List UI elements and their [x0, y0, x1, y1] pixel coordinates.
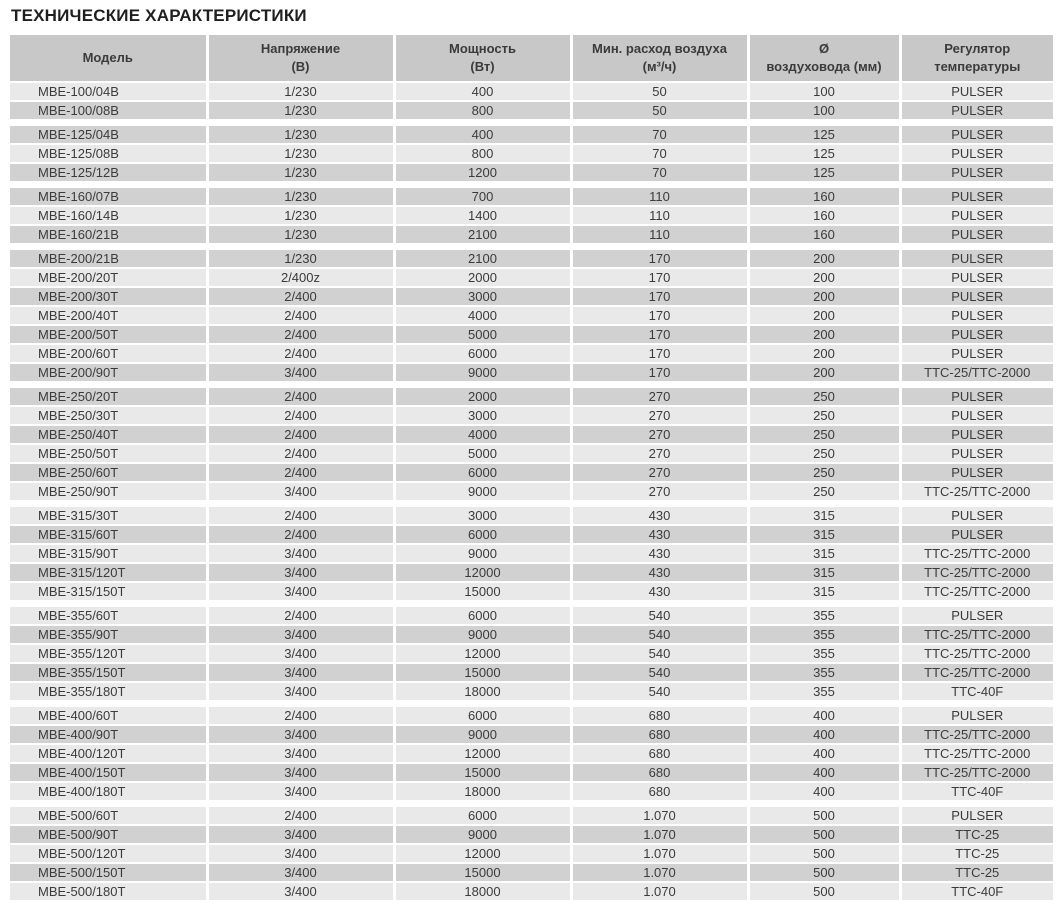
cell-model: MBE-125/08B	[10, 144, 207, 163]
cell-model: MBE-500/150T	[10, 863, 207, 882]
cell-diameter: 400	[748, 782, 900, 801]
cell-regulator: PULSER	[900, 325, 1053, 344]
table-row	[10, 82, 1053, 101]
cell-power: 5000	[394, 444, 571, 463]
cell-voltage: 2/400	[207, 606, 394, 625]
cell-model: MBE-160/07B	[10, 187, 207, 206]
specs-table	[10, 35, 1053, 902]
cell-diameter: 500	[748, 825, 900, 844]
cell-power: 12000	[394, 744, 571, 763]
cell-power: 9000	[394, 725, 571, 744]
cell-voltage: 3/400	[207, 744, 394, 763]
table-row	[10, 144, 1053, 163]
cell-model: MBE-355/60T	[10, 606, 207, 625]
table-row	[10, 625, 1053, 644]
table-row	[10, 387, 1053, 406]
cell-regulator: TTC-25/TTC-2000	[900, 582, 1053, 601]
cell-voltage: 1/230	[207, 144, 394, 163]
cell-power: 6000	[394, 706, 571, 725]
cell-power: 400	[394, 125, 571, 144]
cell-diameter: 200	[748, 344, 900, 363]
table-row	[10, 225, 1053, 244]
cell-model: MBE-400/90T	[10, 725, 207, 744]
cell-diameter: 400	[748, 706, 900, 725]
cell-diameter: 250	[748, 444, 900, 463]
cell-model: MBE-200/50T	[10, 325, 207, 344]
cell-voltage: 2/400	[207, 444, 394, 463]
cell-power: 18000	[394, 782, 571, 801]
table-row	[10, 606, 1053, 625]
cell-airflow: 430	[571, 582, 748, 601]
cell-power: 6000	[394, 606, 571, 625]
cell-voltage: 1/230	[207, 163, 394, 182]
cell-airflow: 170	[571, 268, 748, 287]
cell-power: 15000	[394, 763, 571, 782]
cell-voltage: 3/400	[207, 544, 394, 563]
cell-airflow: 540	[571, 606, 748, 625]
cell-airflow: 270	[571, 444, 748, 463]
cell-regulator: TTC-40F	[900, 782, 1053, 801]
cell-power: 9000	[394, 625, 571, 644]
cell-regulator: PULSER	[900, 306, 1053, 325]
table-row	[10, 506, 1053, 525]
col-header-model: Модель	[10, 35, 207, 82]
cell-power: 9000	[394, 482, 571, 501]
cell-model: MBE-100/04B	[10, 82, 207, 101]
cell-model: MBE-200/30T	[10, 287, 207, 306]
cell-model: MBE-200/40T	[10, 306, 207, 325]
cell-airflow: 1.070	[571, 863, 748, 882]
cell-regulator: PULSER	[900, 287, 1053, 306]
table-row	[10, 187, 1053, 206]
cell-regulator: TTC-25/TTC-2000	[900, 625, 1053, 644]
cell-model: MBE-315/30T	[10, 506, 207, 525]
cell-power: 3000	[394, 287, 571, 306]
cell-diameter: 250	[748, 425, 900, 444]
cell-voltage: 3/400	[207, 482, 394, 501]
cell-voltage: 3/400	[207, 625, 394, 644]
cell-power: 1200	[394, 163, 571, 182]
cell-airflow: 170	[571, 325, 748, 344]
cell-airflow: 70	[571, 125, 748, 144]
cell-airflow: 110	[571, 225, 748, 244]
cell-model: MBE-355/90T	[10, 625, 207, 644]
cell-airflow: 270	[571, 482, 748, 501]
table-row	[10, 663, 1053, 682]
cell-model: MBE-160/14B	[10, 206, 207, 225]
cell-regulator: PULSER	[900, 344, 1053, 363]
cell-airflow: 680	[571, 706, 748, 725]
cell-diameter: 315	[748, 525, 900, 544]
cell-power: 5000	[394, 325, 571, 344]
cell-model: MBE-500/60T	[10, 806, 207, 825]
cell-voltage: 3/400	[207, 882, 394, 901]
table-row	[10, 582, 1053, 601]
cell-model: MBE-125/12B	[10, 163, 207, 182]
cell-diameter: 200	[748, 363, 900, 382]
cell-regulator: PULSER	[900, 82, 1053, 101]
cell-regulator: TTC-25/TTC-2000	[900, 363, 1053, 382]
cell-regulator: PULSER	[900, 806, 1053, 825]
cell-diameter: 250	[748, 387, 900, 406]
col-header-temp-regulator: Регулятор температуры	[900, 35, 1053, 82]
cell-airflow: 680	[571, 725, 748, 744]
cell-diameter: 160	[748, 225, 900, 244]
cell-power: 4000	[394, 425, 571, 444]
cell-voltage: 3/400	[207, 682, 394, 701]
table-row	[10, 482, 1053, 501]
table-row	[10, 101, 1053, 120]
cell-power: 6000	[394, 344, 571, 363]
cell-regulator: TTC-25/TTC-2000	[900, 763, 1053, 782]
cell-diameter: 355	[748, 682, 900, 701]
cell-voltage: 2/400z	[207, 268, 394, 287]
cell-voltage: 1/230	[207, 125, 394, 144]
cell-diameter: 315	[748, 544, 900, 563]
cell-regulator: TTC-40F	[900, 882, 1053, 901]
table-row	[10, 844, 1053, 863]
cell-diameter: 355	[748, 606, 900, 625]
cell-airflow: 270	[571, 463, 748, 482]
table-row	[10, 825, 1053, 844]
cell-airflow: 1.070	[571, 825, 748, 844]
cell-diameter: 250	[748, 463, 900, 482]
cell-diameter: 200	[748, 268, 900, 287]
cell-power: 6000	[394, 463, 571, 482]
cell-model: MBE-250/20T	[10, 387, 207, 406]
cell-voltage: 3/400	[207, 582, 394, 601]
cell-voltage: 2/400	[207, 806, 394, 825]
cell-power: 4000	[394, 306, 571, 325]
cell-power: 12000	[394, 563, 571, 582]
cell-diameter: 355	[748, 644, 900, 663]
table-row	[10, 363, 1053, 382]
cell-voltage: 3/400	[207, 725, 394, 744]
cell-voltage: 3/400	[207, 363, 394, 382]
cell-voltage: 1/230	[207, 206, 394, 225]
cell-power: 700	[394, 187, 571, 206]
table-row	[10, 125, 1053, 144]
cell-airflow: 1.070	[571, 882, 748, 901]
cell-airflow: 1.070	[571, 806, 748, 825]
cell-power: 9000	[394, 825, 571, 844]
table-row	[10, 682, 1053, 701]
cell-regulator: PULSER	[900, 249, 1053, 268]
cell-airflow: 430	[571, 563, 748, 582]
cell-model: MBE-355/150T	[10, 663, 207, 682]
cell-diameter: 400	[748, 744, 900, 763]
cell-power: 12000	[394, 644, 571, 663]
cell-voltage: 3/400	[207, 825, 394, 844]
cell-regulator: PULSER	[900, 387, 1053, 406]
cell-power: 1400	[394, 206, 571, 225]
cell-model: MBE-315/90T	[10, 544, 207, 563]
cell-model: MBE-355/120T	[10, 644, 207, 663]
table-row	[10, 525, 1053, 544]
cell-diameter: 100	[748, 82, 900, 101]
cell-diameter: 200	[748, 306, 900, 325]
cell-regulator: PULSER	[900, 163, 1053, 182]
cell-power: 3000	[394, 506, 571, 525]
cell-voltage: 2/400	[207, 306, 394, 325]
cell-power: 2100	[394, 225, 571, 244]
table-row	[10, 268, 1053, 287]
cell-diameter: 160	[748, 206, 900, 225]
cell-voltage: 3/400	[207, 563, 394, 582]
col-header-duct-diameter: Ø воздуховода (мм)	[748, 35, 900, 82]
cell-model: MBE-355/180T	[10, 682, 207, 701]
cell-diameter: 500	[748, 844, 900, 863]
cell-regulator: TTC-25	[900, 825, 1053, 844]
cell-diameter: 315	[748, 563, 900, 582]
cell-voltage: 1/230	[207, 187, 394, 206]
cell-regulator: PULSER	[900, 506, 1053, 525]
cell-power: 18000	[394, 882, 571, 901]
cell-voltage: 1/230	[207, 101, 394, 120]
cell-diameter: 315	[748, 582, 900, 601]
cell-voltage: 2/400	[207, 706, 394, 725]
cell-regulator: PULSER	[900, 444, 1053, 463]
cell-power: 6000	[394, 806, 571, 825]
cell-model: MBE-250/40T	[10, 425, 207, 444]
cell-regulator: PULSER	[900, 425, 1053, 444]
cell-power: 400	[394, 82, 571, 101]
cell-airflow: 50	[571, 101, 748, 120]
cell-model: MBE-200/60T	[10, 344, 207, 363]
cell-model: MBE-200/21B	[10, 249, 207, 268]
cell-airflow: 110	[571, 187, 748, 206]
table-row	[10, 344, 1053, 363]
cell-diameter: 250	[748, 406, 900, 425]
cell-diameter: 250	[748, 482, 900, 501]
cell-airflow: 430	[571, 525, 748, 544]
cell-model: MBE-250/60T	[10, 463, 207, 482]
table-row	[10, 782, 1053, 801]
cell-voltage: 2/400	[207, 344, 394, 363]
cell-regulator: PULSER	[900, 706, 1053, 725]
cell-airflow: 170	[571, 344, 748, 363]
cell-diameter: 160	[748, 187, 900, 206]
cell-model: MBE-315/120T	[10, 563, 207, 582]
table-row	[10, 287, 1053, 306]
cell-model: MBE-200/90T	[10, 363, 207, 382]
cell-voltage: 2/400	[207, 506, 394, 525]
cell-power: 2100	[394, 249, 571, 268]
table-row	[10, 563, 1053, 582]
cell-airflow: 170	[571, 306, 748, 325]
cell-diameter: 200	[748, 325, 900, 344]
cell-model: MBE-315/60T	[10, 525, 207, 544]
table-row	[10, 544, 1053, 563]
table-header	[10, 35, 1053, 82]
cell-airflow: 430	[571, 506, 748, 525]
cell-model: MBE-250/30T	[10, 406, 207, 425]
cell-voltage: 2/400	[207, 406, 394, 425]
cell-diameter: 500	[748, 806, 900, 825]
cell-diameter: 400	[748, 763, 900, 782]
cell-model: MBE-500/120T	[10, 844, 207, 863]
cell-diameter: 100	[748, 101, 900, 120]
cell-airflow: 680	[571, 782, 748, 801]
cell-diameter: 500	[748, 863, 900, 882]
cell-diameter: 315	[748, 506, 900, 525]
cell-model: MBE-315/150T	[10, 582, 207, 601]
cell-voltage: 3/400	[207, 644, 394, 663]
cell-airflow: 270	[571, 406, 748, 425]
cell-power: 2000	[394, 387, 571, 406]
cell-voltage: 1/230	[207, 249, 394, 268]
table-row	[10, 249, 1053, 268]
cell-diameter: 125	[748, 144, 900, 163]
table-row	[10, 744, 1053, 763]
cell-airflow: 540	[571, 625, 748, 644]
cell-voltage: 2/400	[207, 287, 394, 306]
cell-regulator: PULSER	[900, 125, 1053, 144]
cell-diameter: 355	[748, 663, 900, 682]
cell-power: 18000	[394, 682, 571, 701]
table-row	[10, 806, 1053, 825]
cell-power: 15000	[394, 863, 571, 882]
cell-model: MBE-400/180T	[10, 782, 207, 801]
cell-diameter: 200	[748, 249, 900, 268]
cell-diameter: 400	[748, 725, 900, 744]
cell-power: 6000	[394, 525, 571, 544]
cell-regulator: PULSER	[900, 225, 1053, 244]
cell-power: 15000	[394, 663, 571, 682]
cell-airflow: 430	[571, 544, 748, 563]
cell-model: MBE-250/90T	[10, 482, 207, 501]
table-row	[10, 325, 1053, 344]
cell-diameter: 200	[748, 287, 900, 306]
cell-model: MBE-125/04B	[10, 125, 207, 144]
cell-power: 9000	[394, 363, 571, 382]
cell-regulator: TTC-25/TTC-2000	[900, 563, 1053, 582]
cell-regulator: TTC-25	[900, 863, 1053, 882]
cell-model: MBE-500/180T	[10, 882, 207, 901]
cell-regulator: PULSER	[900, 606, 1053, 625]
cell-regulator: PULSER	[900, 463, 1053, 482]
cell-airflow: 540	[571, 663, 748, 682]
cell-regulator: TTC-25	[900, 844, 1053, 863]
cell-regulator: PULSER	[900, 525, 1053, 544]
table-row	[10, 882, 1053, 901]
cell-voltage: 3/400	[207, 663, 394, 682]
cell-airflow: 170	[571, 249, 748, 268]
cell-airflow: 540	[571, 644, 748, 663]
cell-regulator: TTC-40F	[900, 682, 1053, 701]
cell-regulator: PULSER	[900, 406, 1053, 425]
cell-power: 3000	[394, 406, 571, 425]
cell-regulator: TTC-25/TTC-2000	[900, 644, 1053, 663]
cell-model: MBE-200/20T	[10, 268, 207, 287]
cell-regulator: TTC-25/TTC-2000	[900, 482, 1053, 501]
cell-model: MBE-160/21B	[10, 225, 207, 244]
page-title: ТЕХНИЧЕСКИЕ ХАРАКТЕРИСТИКИ	[11, 6, 307, 25]
cell-airflow: 170	[571, 287, 748, 306]
table-row	[10, 206, 1053, 225]
table-row	[10, 444, 1053, 463]
cell-diameter: 125	[748, 125, 900, 144]
col-header-power: Мощность (Вт)	[394, 35, 571, 82]
cell-airflow: 50	[571, 82, 748, 101]
cell-diameter: 500	[748, 882, 900, 901]
cell-voltage: 1/230	[207, 82, 394, 101]
cell-airflow: 1.070	[571, 844, 748, 863]
cell-voltage: 3/400	[207, 763, 394, 782]
cell-power: 800	[394, 144, 571, 163]
cell-airflow: 270	[571, 425, 748, 444]
cell-diameter: 125	[748, 163, 900, 182]
cell-airflow: 70	[571, 144, 748, 163]
cell-regulator: PULSER	[900, 101, 1053, 120]
cell-voltage: 2/400	[207, 525, 394, 544]
table-row	[10, 644, 1053, 663]
cell-voltage: 2/400	[207, 387, 394, 406]
cell-regulator: TTC-25/TTC-2000	[900, 544, 1053, 563]
col-header-airflow: Мин. расход воздуха (м³/ч)	[571, 35, 748, 82]
table-row	[10, 463, 1053, 482]
cell-model: MBE-400/120T	[10, 744, 207, 763]
table-row	[10, 406, 1053, 425]
cell-power: 800	[394, 101, 571, 120]
cell-voltage: 2/400	[207, 425, 394, 444]
cell-regulator: PULSER	[900, 187, 1053, 206]
table-body	[10, 82, 1053, 901]
cell-model: MBE-500/90T	[10, 825, 207, 844]
cell-regulator: PULSER	[900, 206, 1053, 225]
cell-airflow: 170	[571, 363, 748, 382]
cell-airflow: 680	[571, 744, 748, 763]
cell-airflow: 680	[571, 763, 748, 782]
cell-power: 9000	[394, 544, 571, 563]
cell-airflow: 70	[571, 163, 748, 182]
table-row	[10, 163, 1053, 182]
cell-regulator: TTC-25/TTC-2000	[900, 663, 1053, 682]
col-header-voltage: Напряжение (В)	[207, 35, 394, 82]
cell-voltage: 3/400	[207, 863, 394, 882]
cell-voltage: 3/400	[207, 782, 394, 801]
cell-model: MBE-400/60T	[10, 706, 207, 725]
table-row	[10, 725, 1053, 744]
cell-regulator: TTC-25/TTC-2000	[900, 725, 1053, 744]
cell-model: MBE-250/50T	[10, 444, 207, 463]
cell-model: MBE-100/08B	[10, 101, 207, 120]
cell-regulator: PULSER	[900, 268, 1053, 287]
cell-power: 15000	[394, 582, 571, 601]
cell-regulator: PULSER	[900, 144, 1053, 163]
table-row	[10, 425, 1053, 444]
cell-airflow: 110	[571, 206, 748, 225]
cell-diameter: 355	[748, 625, 900, 644]
cell-airflow: 270	[571, 387, 748, 406]
table-row	[10, 763, 1053, 782]
table-row	[10, 306, 1053, 325]
cell-model: MBE-400/150T	[10, 763, 207, 782]
cell-voltage: 1/230	[207, 225, 394, 244]
cell-voltage: 3/400	[207, 844, 394, 863]
table-row	[10, 863, 1053, 882]
cell-voltage: 2/400	[207, 463, 394, 482]
cell-power: 2000	[394, 268, 571, 287]
table-row	[10, 706, 1053, 725]
cell-airflow: 540	[571, 682, 748, 701]
cell-power: 12000	[394, 844, 571, 863]
cell-voltage: 2/400	[207, 325, 394, 344]
cell-regulator: TTC-25/TTC-2000	[900, 744, 1053, 763]
